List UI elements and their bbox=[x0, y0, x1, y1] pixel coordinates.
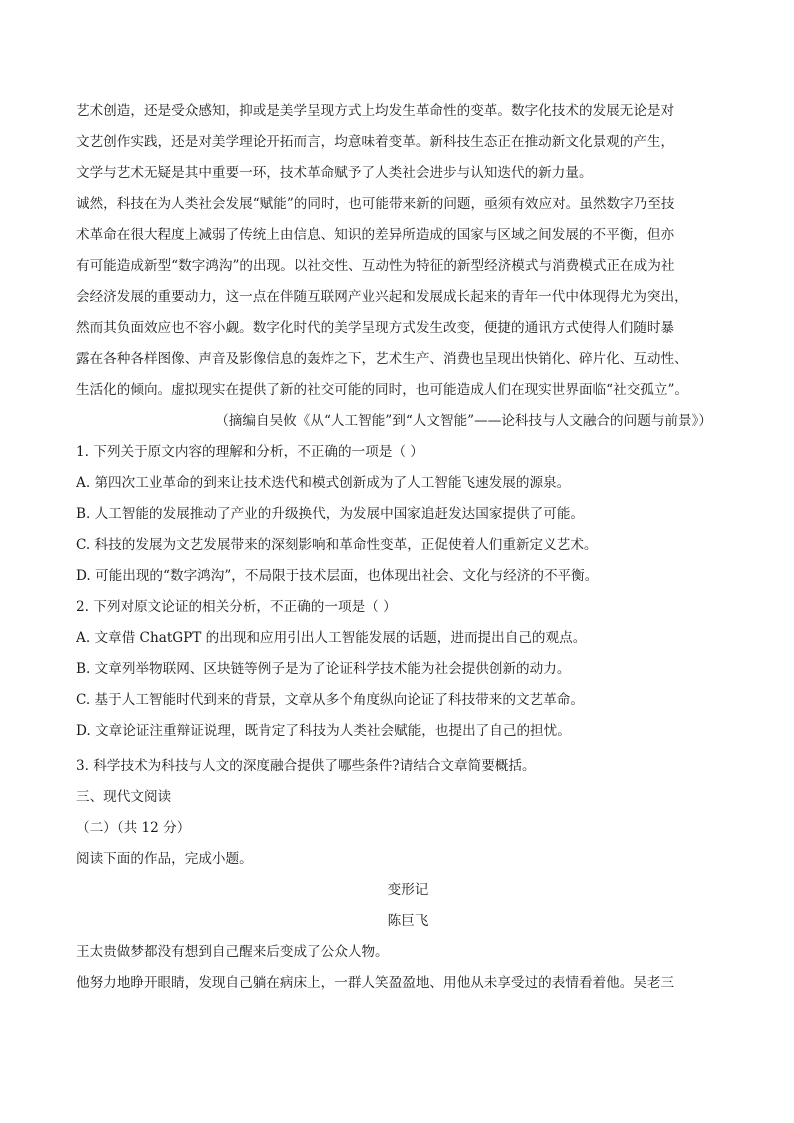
option-d: D. 文章论证注重辩证说理，既肯定了科技为人类社会赋能，也提出了自己的担忧。 bbox=[76, 723, 571, 739]
question-stem: 2. 下列对原文论证的相关分析，不正确的一项是（ ） bbox=[76, 599, 397, 615]
section-title: 三、现代文阅读 bbox=[76, 789, 172, 805]
option-a: A. 文章借 ChatGPT 的出现和应用引出人工智能发展的话题，进而提出自己的观点。 bbox=[76, 630, 587, 646]
story-paragraph-1: 王太贵做梦都没有想到自己醒来后变成了公众人物。 bbox=[76, 944, 389, 960]
text-line: 会经济发展的重要动力，这一点在伴随互联网产业兴起和发展成长起来的青年一代中体现得尤为突出， bbox=[76, 289, 688, 305]
option-a: A. 第四次工业革命的到来让技术迭代和模式创新成为了人工智能飞速发展的源泉。 bbox=[76, 475, 571, 491]
question-3: 3. 科学技术为科技与人文的深度融合提供了哪些条件?请结合文章简要概括。 bbox=[76, 758, 536, 774]
story-title: 变形记 bbox=[387, 882, 429, 898]
option-b: B. 人工智能的发展推动了产业的升级换代，为发展中国家追赶发达国家提供了可能。 bbox=[76, 506, 585, 522]
text-line: 术革命在很大程度上减弱了传统上由信息、知识的差异所造成的国家与区域之间发展的不平衡，但亦 bbox=[76, 227, 675, 243]
option-b: B. 文章列举物联网、区块链等例子是为了论证科学技术能为社会提供创新的动力。 bbox=[76, 661, 571, 677]
text-line: 生活化的倾向。虚拟现实在提供了新的社交可能的同时，也可能造成人们在现实世界面临“社交孤立”。 bbox=[76, 382, 689, 398]
story-author: 陈巨飞 bbox=[387, 913, 429, 929]
text-line: 诚然，科技在为人类社会发展“赋能”的同时，也可能带来新的问题，亟须有效应对。虽然数字乃至技 bbox=[76, 196, 675, 212]
text-line: 艺术创造，还是受众感知，抑或是美学呈现方式上均发生革命性的变革。数字化技术的发展无论是对 bbox=[76, 103, 675, 119]
question-1 bbox=[76, 437, 740, 592]
story-paragraph-2: 他努力地睁开眼睛，发现自己躺在病床上，一群人笑盈盈地、用他从未享受过的表情看着他。吴老三 bbox=[76, 975, 675, 991]
option-c: C. 基于人工智能时代到来的背景，文章从多个角度纵向论证了科技带来的文艺革命。 bbox=[76, 692, 584, 708]
question-stem: 1. 下列关于原文内容的理解和分析，不正确的一项是（ ） bbox=[76, 444, 424, 460]
instruction: 阅读下面的作品，完成小题。 bbox=[76, 851, 253, 867]
paragraph-1 bbox=[76, 96, 740, 189]
option-c: C. 科技的发展为文艺发展带来的深刻影响和革命性变革，正促使着人们重新定义艺术。 bbox=[76, 537, 598, 553]
option-d: D. 可能出现的“数字鸿沟”，不局限于技术层面，也体现出社会、文化与经济的不平衡。 bbox=[76, 568, 599, 584]
text-line: 有可能造成新型“数字鸿沟”的出现。以社交性、互动性为特征的新型经济模式与消费模式正在成为社 bbox=[76, 258, 675, 274]
text-line: 然而其负面效应也不容小觑。数字化时代的美学呈现方式发生改变，便捷的通讯方式使得人们随时暴 bbox=[76, 320, 675, 336]
part-label: （二）（共 12 分） bbox=[76, 820, 191, 836]
text-line: 文艺创作实践，还是对美学理论开拓而言，均意味着变革。新科技生态正在推动新文化景观的产生， bbox=[76, 134, 675, 150]
text-line: 露在各种各样图像、声音及影像信息的轰炸之下，艺术生产、消费也呈现出快销化、碎片化、互动性、 bbox=[76, 351, 688, 367]
paragraph-2 bbox=[76, 189, 740, 406]
question-2 bbox=[76, 592, 740, 747]
document-body bbox=[76, 96, 740, 999]
text-line: 文学与艺术无疑是其中重要一环，技术革命赋予了人类社会进步与认知迭代的新力量。 bbox=[76, 165, 593, 181]
source-citation: （摘编自吴攸《从“人工智能”到“人文智能”——论科技与人文融合的问题与前景》） bbox=[215, 413, 712, 429]
